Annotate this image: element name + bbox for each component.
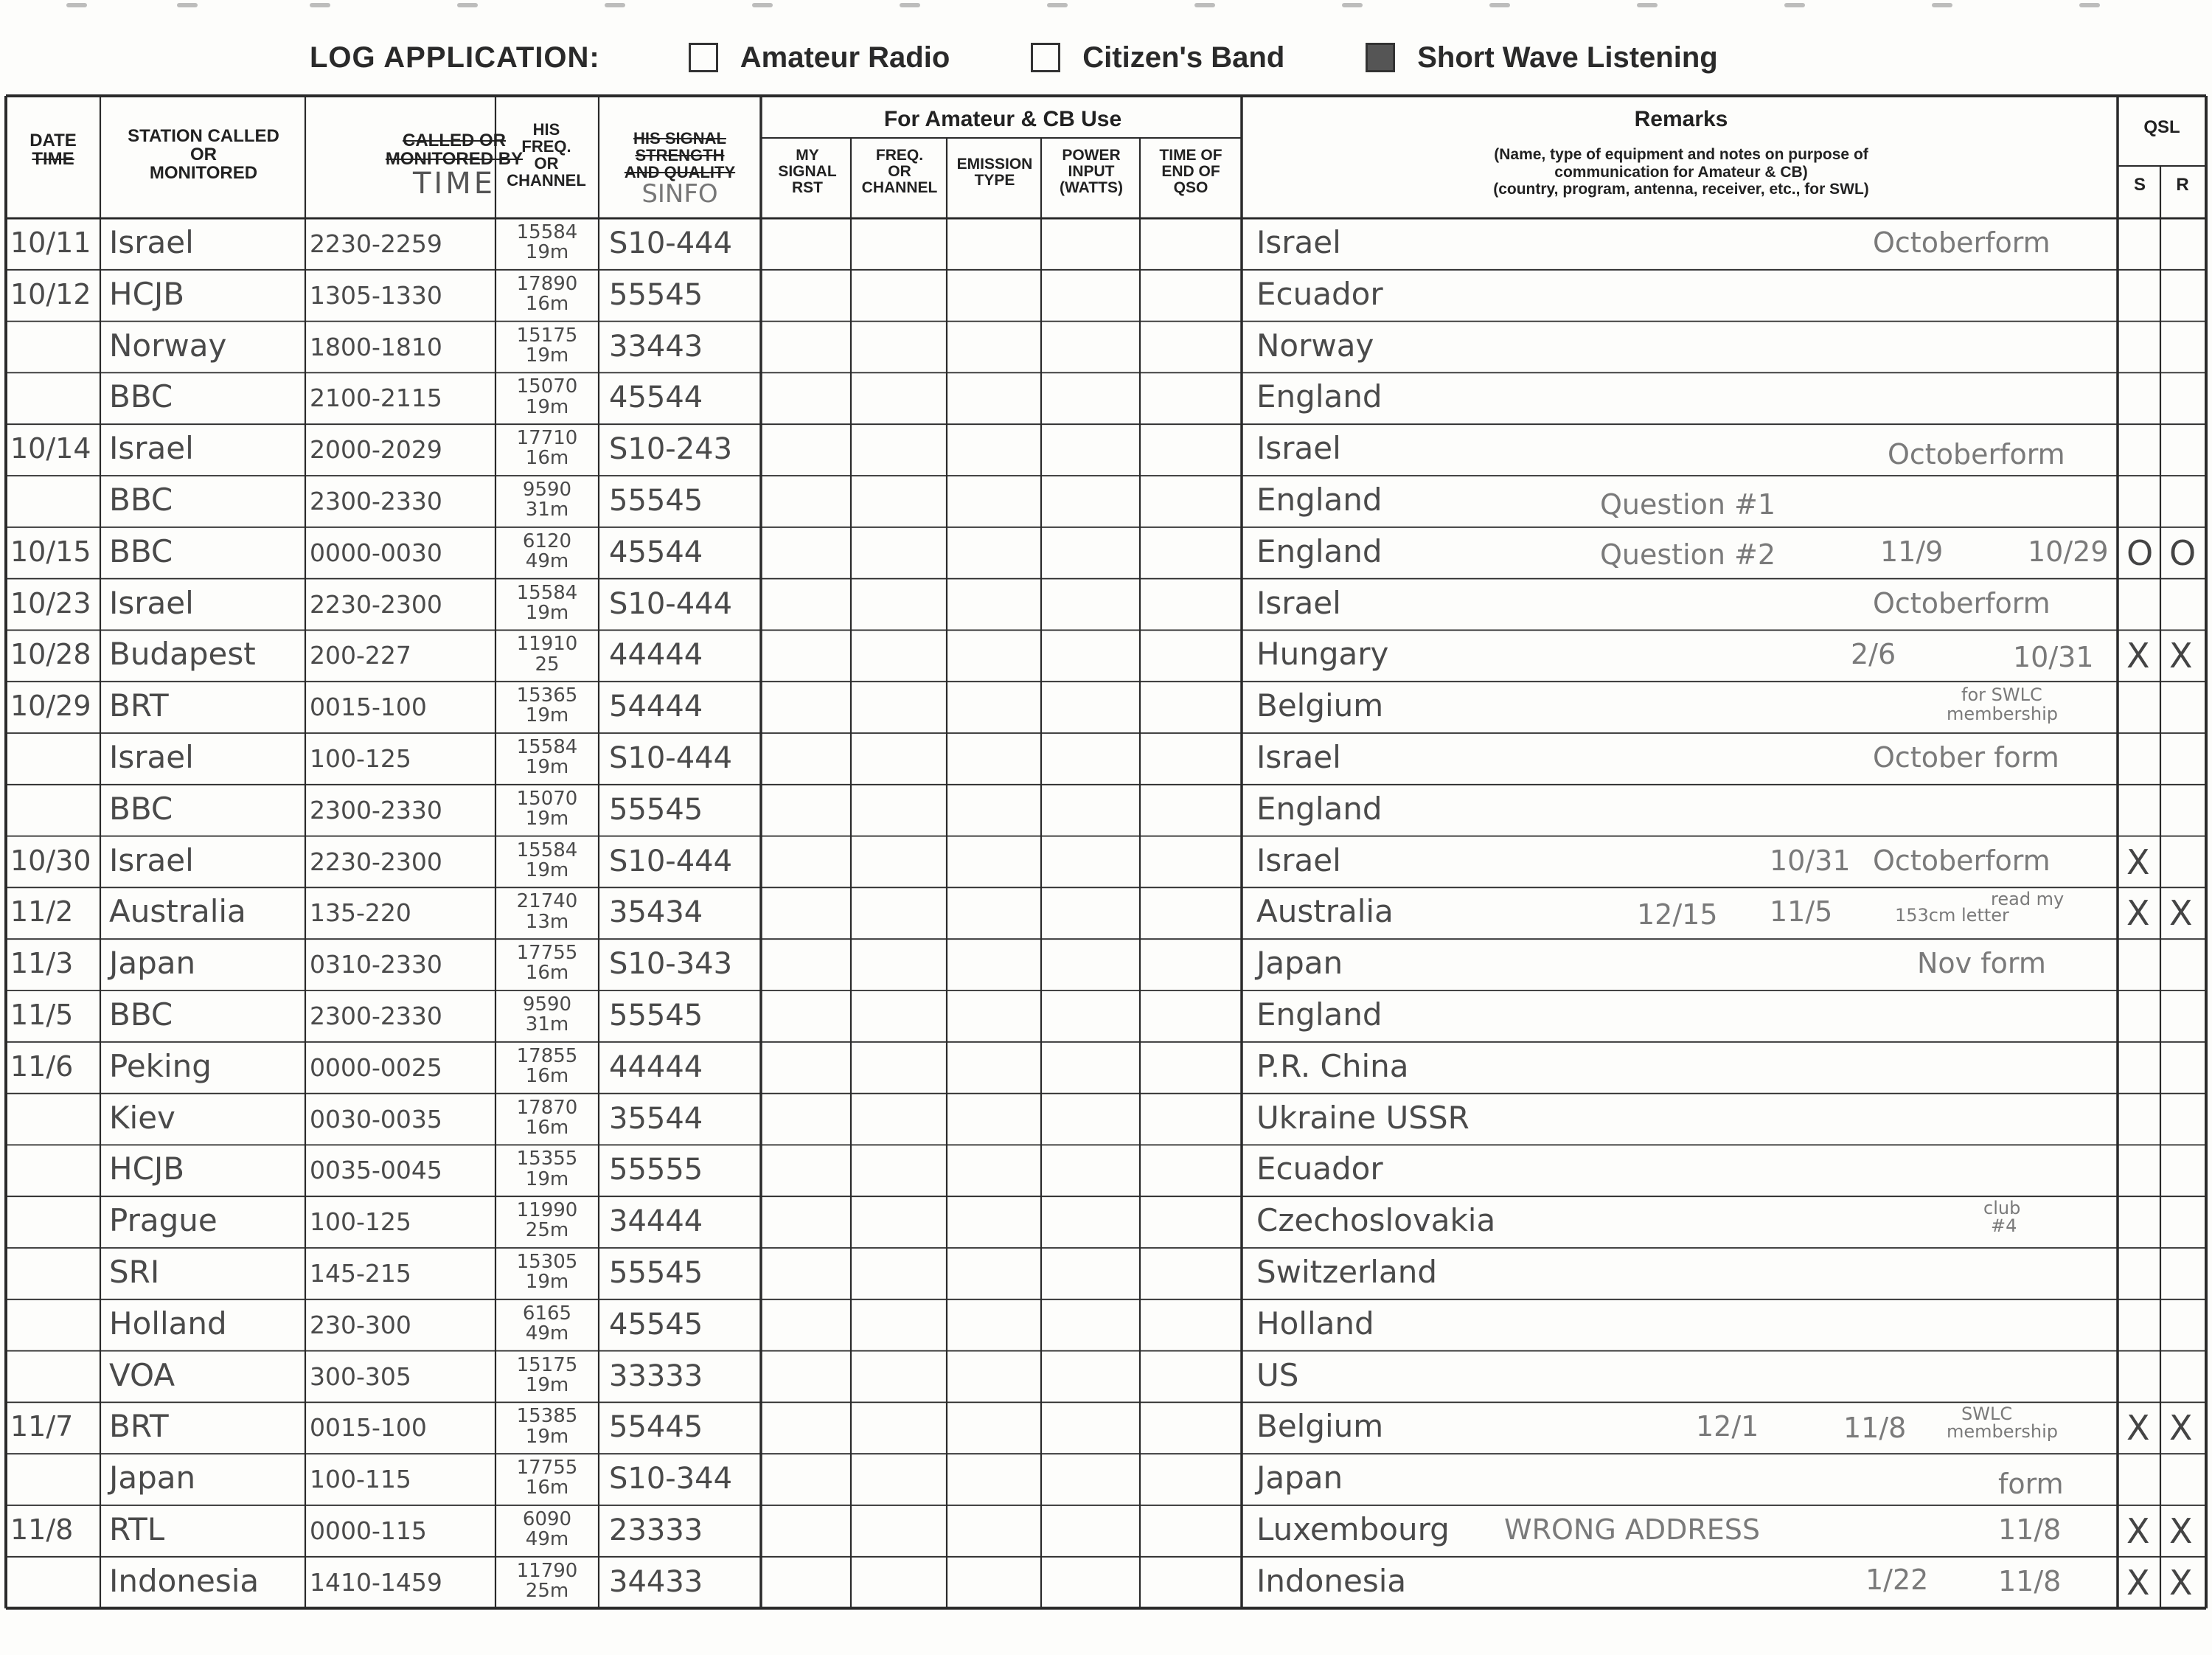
qsl-sent-mark: X	[2126, 636, 2150, 676]
row-date: 11/2	[10, 895, 74, 929]
qsl-received-mark: X	[2169, 1562, 2193, 1603]
row-remarks: Czechoslovakia	[1256, 1202, 1496, 1239]
row-remarks: Belgium	[1256, 1408, 1384, 1445]
row-freq-band: 31m	[525, 1013, 569, 1036]
header-freq: HIS FREQ. OR CHANNEL	[507, 120, 586, 190]
row-freq-khz: 15355	[516, 1148, 578, 1170]
row-freq-band: 19m	[525, 1271, 569, 1294]
row-time: 2300-2330	[310, 1002, 442, 1030]
row-time: 2300-2330	[310, 795, 442, 825]
row-freq-khz: 17755	[516, 942, 578, 965]
row-remark-note: 11/5	[1770, 895, 1833, 929]
row-freq	[498, 1201, 596, 1241]
row-freq-band: 19m	[525, 241, 569, 264]
row-freq-band: 25m	[525, 1580, 569, 1603]
row-freq-khz: 17855	[516, 1044, 578, 1067]
qsl-received-mark: X	[2169, 636, 2193, 676]
row-remarks: P.R. China	[1256, 1047, 1409, 1084]
row-sinfo: 44444	[609, 638, 703, 673]
row-remarks: Luxembourg	[1256, 1511, 1450, 1547]
row-station: Israel	[109, 224, 194, 260]
row-time: 300-305	[310, 1361, 411, 1391]
row-remark-note: #4	[1991, 1215, 2017, 1237]
row-sinfo: 55545	[609, 277, 703, 312]
qsl-sent-mark: X	[2126, 1511, 2150, 1551]
row-station: BRT	[109, 687, 169, 724]
qsl-sent-mark: O	[2126, 532, 2154, 573]
row-time: 0015-100	[310, 1413, 427, 1443]
row-station: BBC	[109, 996, 173, 1033]
row-sinfo: 44444	[609, 1049, 703, 1084]
header-remarks-note: (Name, type of equipment and notes on purpose of communication for Amateur & CB) (country, program, antenna, receiver, etc., for SWL)	[1493, 146, 1869, 198]
row-sinfo: 55545	[609, 999, 703, 1033]
row-station: BBC	[109, 790, 173, 827]
row-freq-band: 19m	[525, 395, 569, 418]
row-time: 0000-0025	[310, 1052, 442, 1082]
row-sinfo: 34433	[609, 1564, 703, 1599]
header-time-struck: TIME	[32, 149, 74, 170]
row-remark-note: 10/29	[2028, 535, 2109, 568]
row-freq-band: 25	[535, 653, 560, 676]
row-remark-note: SWLC	[1961, 1404, 2013, 1425]
row-freq-khz: 15070	[516, 375, 578, 398]
row-remarks: Ecuador	[1256, 1151, 1383, 1187]
row-freq-band: 49m	[525, 1528, 569, 1551]
header-qsl-r: R	[2176, 175, 2189, 195]
row-date: 10/28	[10, 638, 91, 671]
header-signal-struck-2: STRENGTH	[635, 146, 725, 165]
row-time: 2000-2029	[310, 435, 442, 465]
row-freq-band: 19m	[525, 704, 569, 727]
row-freq-khz: 15365	[516, 684, 578, 707]
row-remarks: England	[1256, 790, 1382, 827]
row-remark-note: Octoberform	[1873, 226, 2051, 259]
row-remarks: Israel	[1256, 739, 1341, 775]
header-freq-channel: FREQ. OR CHANNEL	[861, 147, 938, 197]
row-remarks: Israel	[1256, 584, 1341, 621]
header-called-struck: CALLED OR	[403, 131, 506, 150]
row-station: HCJB	[109, 1151, 185, 1187]
row-freq-band: 19m	[525, 858, 569, 881]
row-station: BRT	[109, 1408, 169, 1445]
qsl-received-mark: X	[2169, 1408, 2193, 1448]
row-freq	[498, 583, 596, 624]
row-remark-note: 153cm letter	[1895, 905, 2009, 926]
row-sinfo: 33333	[609, 1359, 703, 1393]
row-date: 10/30	[10, 844, 91, 877]
row-remarks: England	[1256, 532, 1382, 569]
qsl-sent-mark: X	[2126, 842, 2150, 882]
row-freq-khz: 15584	[516, 839, 578, 861]
row-time: 145-215	[310, 1259, 411, 1288]
row-remark-note: 11/8	[1998, 1564, 2062, 1597]
row-freq-khz: 6120	[522, 530, 572, 552]
row-freq-khz: 17755	[516, 1457, 578, 1479]
row-station: VOA	[109, 1356, 175, 1393]
row-sinfo: 33443	[609, 329, 703, 364]
row-sinfo: 55555	[609, 1153, 703, 1187]
row-remarks: England	[1256, 996, 1382, 1033]
row-remark-note: membership	[1947, 1421, 2059, 1443]
row-remarks: England	[1256, 482, 1382, 518]
row-remark-note: 11/8	[1998, 1513, 2062, 1546]
row-freq-band: 16m	[525, 962, 569, 985]
row-freq-khz: 15584	[516, 736, 578, 758]
row-time: 0030-0035	[310, 1104, 442, 1134]
row-sinfo: S10-444	[609, 586, 733, 621]
row-freq	[498, 1252, 596, 1293]
row-time: 1410-1459	[310, 1567, 442, 1597]
row-remarks: Hungary	[1256, 636, 1389, 673]
row-station: Peking	[109, 1047, 212, 1084]
row-time: 100-125	[310, 1207, 411, 1237]
row-freq-khz: 17710	[516, 427, 578, 450]
row-station: BBC	[109, 482, 173, 518]
row-freq	[498, 1353, 596, 1396]
row-remark-note: read my	[1991, 889, 2065, 910]
row-freq	[498, 686, 596, 726]
row-freq	[498, 1458, 596, 1499]
row-date: 10/14	[10, 432, 91, 465]
row-time: 200-227	[310, 641, 411, 670]
row-time: 0000-115	[310, 1516, 427, 1545]
row-freq-khz: 15070	[516, 787, 578, 810]
row-freq	[498, 943, 596, 984]
row-remarks: Ecuador	[1256, 275, 1383, 312]
row-date: 11/3	[10, 947, 74, 980]
row-remark-note: Octoberform	[1888, 438, 2065, 471]
row-sinfo: 34444	[609, 1204, 703, 1239]
row-date: 11/8	[10, 1513, 74, 1546]
row-freq-band: 25m	[525, 1219, 569, 1242]
row-remarks: Belgium	[1256, 687, 1384, 724]
header-remarks: Remarks	[1634, 107, 1728, 131]
row-sinfo: 45545	[609, 1307, 703, 1342]
row-remark-note: 10/31	[1770, 844, 1851, 877]
row-remark-note: 10/31	[2013, 641, 2094, 674]
row-freq	[498, 892, 596, 932]
row-freq-khz: 15175	[516, 1353, 578, 1376]
row-remark-note: Question #2	[1600, 538, 1776, 571]
row-freq	[498, 532, 596, 572]
header-my-signal: MY SIGNAL RST	[778, 147, 837, 197]
row-freq	[498, 1406, 596, 1447]
header-signal-struck-3: AND QUALITY	[624, 163, 736, 182]
row-remarks: Israel	[1256, 430, 1341, 467]
row-remarks: Japan	[1256, 1460, 1343, 1496]
row-freq-band: 49m	[525, 550, 569, 573]
row-freq	[498, 429, 596, 469]
row-remark-note: Nov form	[1917, 947, 2046, 980]
row-remark-note: 12/1	[1696, 1410, 1759, 1443]
row-freq-khz: 11910	[516, 633, 578, 656]
row-remark-note: 11/8	[1843, 1412, 1907, 1445]
row-remarks: Indonesia	[1256, 1562, 1407, 1599]
row-freq-khz: 6165	[522, 1302, 572, 1325]
row-freq	[498, 634, 596, 675]
qsl-sent-mark: X	[2126, 1408, 2150, 1448]
row-remarks: Israel	[1256, 224, 1341, 260]
row-station: RTL	[109, 1511, 165, 1547]
row-sinfo: 35434	[609, 895, 703, 930]
row-station: Israel	[109, 842, 194, 878]
row-station: Prague	[109, 1202, 218, 1239]
row-sinfo: S10-343	[609, 947, 733, 982]
header-time-handwritten: TIME	[412, 167, 495, 201]
row-freq	[498, 1510, 596, 1550]
row-freq-khz: 15385	[516, 1405, 578, 1428]
row-freq	[498, 223, 596, 263]
row-time: 135-220	[310, 898, 411, 928]
row-sinfo: S10-243	[609, 432, 733, 467]
row-date: 10/12	[10, 277, 91, 310]
row-remarks: England	[1256, 378, 1382, 415]
header-emission-type: EMISSION TYPE	[956, 156, 1033, 190]
row-freq-khz: 15584	[516, 221, 578, 243]
row-station: Kiev	[109, 1099, 175, 1136]
row-freq	[498, 480, 596, 521]
row-freq-band: 31m	[525, 499, 569, 521]
header-sinfo-handwritten: SINFO	[641, 179, 718, 209]
row-remarks: Norway	[1256, 327, 1374, 364]
row-remark-note: membership	[1947, 704, 2059, 725]
row-freq	[498, 377, 596, 417]
row-sinfo: S10-344	[609, 1462, 733, 1496]
row-remark-note: WRONG ADDRESS	[1504, 1513, 1761, 1546]
row-freq-band: 16m	[525, 293, 569, 316]
row-station: HCJB	[109, 275, 185, 312]
row-station: Japan	[109, 1460, 196, 1496]
row-freq-band: 49m	[525, 1322, 569, 1345]
row-station: BBC	[109, 532, 173, 569]
row-time: 0035-0045	[310, 1156, 442, 1185]
row-station: Israel	[109, 430, 194, 467]
qsl-sent-mark: X	[2126, 1562, 2150, 1603]
row-remarks: Israel	[1256, 842, 1341, 878]
row-date: 11/5	[10, 999, 74, 1031]
row-freq-band: 19m	[525, 1425, 569, 1448]
row-freq-khz: 21740	[516, 890, 578, 913]
row-remarks: Ukraine USSR	[1256, 1099, 1470, 1136]
row-time: 2300-2330	[310, 487, 442, 516]
row-remark-note: 2/6	[1851, 638, 1896, 671]
row-freq-khz: 9590	[522, 993, 572, 1016]
row-remark-note: Octoberform	[1873, 586, 2051, 620]
header-power-input: POWER INPUT (WATTS)	[1060, 147, 1123, 197]
row-freq-band: 19m	[525, 1373, 569, 1396]
row-sinfo: S10-444	[609, 741, 733, 775]
row-sinfo: 55545	[609, 484, 703, 518]
row-time: 100-125	[310, 744, 411, 773]
row-time: 100-115	[310, 1465, 411, 1494]
row-freq-khz: 6090	[522, 1508, 572, 1530]
row-time: 230-300	[310, 1310, 411, 1339]
row-date: 11/7	[10, 1410, 74, 1443]
row-freq-band: 16m	[525, 1477, 569, 1499]
row-freq-khz: 17870	[516, 1096, 578, 1119]
row-remarks: Japan	[1256, 945, 1343, 982]
row-date: 10/29	[10, 690, 91, 723]
qsl-sent-mark: X	[2126, 893, 2150, 934]
row-freq	[498, 995, 596, 1035]
row-freq-band: 19m	[525, 756, 569, 779]
row-sinfo: 45544	[609, 535, 703, 569]
row-sinfo: 45544	[609, 381, 703, 415]
row-remarks: Australia	[1256, 893, 1394, 930]
row-sinfo: 54444	[609, 690, 703, 724]
row-freq	[498, 1098, 596, 1139]
row-date: 11/6	[10, 1049, 74, 1083]
row-freq-khz: 15305	[516, 1251, 578, 1273]
header-station: STATION CALLED OR MONITORED	[128, 126, 279, 184]
row-date: 10/23	[10, 586, 91, 620]
row-freq	[498, 738, 596, 778]
row-sinfo: 55545	[609, 1256, 703, 1290]
row-remark-note: 12/15	[1637, 898, 1718, 931]
row-station: Budapest	[109, 636, 256, 673]
row-sinfo: S10-444	[609, 844, 733, 878]
row-sinfo: 23333	[609, 1513, 703, 1547]
row-freq-khz: 9590	[522, 479, 572, 501]
row-freq-khz: 17890	[516, 272, 578, 295]
row-freq-band: 13m	[525, 910, 569, 933]
row-station: SRI	[109, 1254, 160, 1290]
row-time: 2230-2259	[310, 229, 442, 258]
row-freq-khz: 11790	[516, 1559, 578, 1582]
row-time: 2230-2300	[310, 589, 442, 619]
row-time: 1305-1330	[310, 280, 442, 310]
row-freq-band: 16m	[525, 1116, 569, 1139]
row-freq-khz: 11990	[516, 1199, 578, 1222]
row-freq	[498, 1561, 596, 1602]
row-remark-note: 11/9	[1880, 535, 1944, 568]
amateur-radio-label: Amateur Radio	[740, 41, 950, 74]
row-station: Australia	[109, 893, 246, 930]
qsl-received-mark: O	[2169, 532, 2197, 573]
row-remark-note: for SWLC	[1961, 684, 2042, 706]
header-time-end-qso: TIME OF END OF QSO	[1159, 147, 1222, 197]
row-station: Israel	[109, 584, 194, 621]
header-date-label: DATE	[29, 131, 77, 150]
row-station: Holland	[109, 1305, 227, 1342]
row-freq	[498, 1149, 596, 1190]
header-signal	[602, 130, 758, 181]
row-remarks: Holland	[1256, 1305, 1374, 1342]
row-freq	[498, 1304, 596, 1345]
log-application-label: LOG APPLICATION:	[310, 41, 600, 74]
row-sinfo: 55545	[609, 792, 703, 827]
row-remark-note: 1/22	[1865, 1563, 1929, 1596]
header-monitored-by-struck: MONITORED BY	[385, 149, 524, 170]
row-freq	[498, 274, 596, 315]
row-sinfo: 55445	[609, 1410, 703, 1445]
row-station: Indonesia	[109, 1562, 260, 1599]
header-qsl: QSL	[2143, 117, 2180, 137]
row-time: 1800-1810	[310, 332, 442, 361]
header-qsl-s: S	[2133, 175, 2146, 195]
row-freq-band: 19m	[525, 1167, 569, 1190]
row-freq-band: 19m	[525, 344, 569, 367]
row-freq	[498, 841, 596, 881]
row-date: 10/15	[10, 535, 91, 568]
row-freq-band: 16m	[525, 1065, 569, 1088]
row-remarks: Switzerland	[1256, 1254, 1437, 1290]
row-remark-note: Octoberform	[1873, 844, 2051, 877]
row-freq	[498, 1044, 596, 1088]
header-signal-struck-1: HIS SIGNAL	[633, 129, 726, 148]
row-freq-khz: 15584	[516, 581, 578, 604]
row-remarks: US	[1256, 1356, 1299, 1393]
row-freq	[498, 789, 596, 830]
qsl-received-mark: X	[2169, 1511, 2193, 1551]
qsl-received-mark: X	[2169, 893, 2193, 934]
row-remark-note: October form	[1873, 741, 2059, 774]
row-freq-band: 19m	[525, 808, 569, 830]
row-sinfo: 35544	[609, 1101, 703, 1136]
row-remark-note: club	[1983, 1198, 2021, 1219]
row-freq-band: 16m	[525, 447, 569, 470]
row-remark-note: Question #1	[1600, 488, 1776, 521]
row-time: 0310-2330	[310, 950, 442, 979]
row-station: Japan	[109, 945, 196, 982]
row-time: 0015-100	[310, 693, 427, 722]
row-station: BBC	[109, 378, 173, 415]
row-remark-note: form	[1998, 1468, 2064, 1501]
row-time: 2100-2115	[310, 384, 442, 413]
row-freq-band: 19m	[525, 601, 569, 624]
header-date	[7, 131, 99, 168]
header-amateur-cb-use: For Amateur & CB Use	[883, 107, 1122, 131]
short-wave-listening-label: Short Wave Listening	[1417, 41, 1718, 74]
row-time: 0000-0030	[310, 538, 442, 567]
row-date: 10/11	[10, 226, 91, 259]
row-time: 2230-2300	[310, 847, 442, 876]
row-sinfo: S10-444	[609, 226, 733, 260]
row-station: Israel	[109, 739, 194, 775]
citizens-band-label: Citizen's Band	[1082, 41, 1285, 74]
row-freq	[498, 326, 596, 367]
row-station: Norway	[109, 327, 227, 364]
row-freq-khz: 15175	[516, 324, 578, 347]
